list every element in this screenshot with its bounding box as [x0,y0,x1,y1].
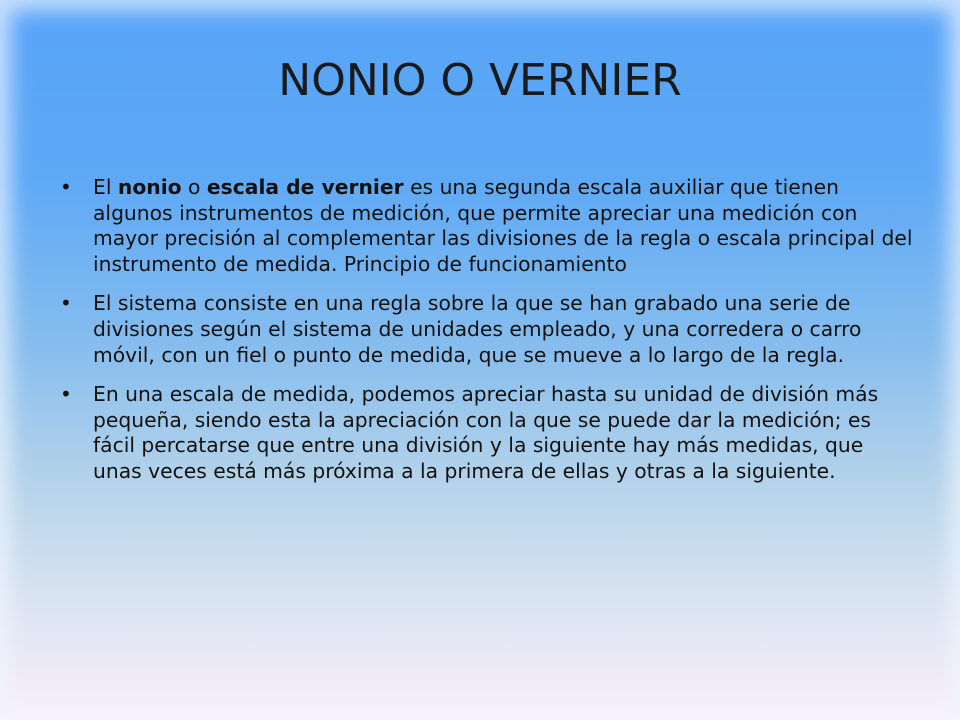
bullet-item-system [60,291,915,368]
bullet-text-segment: o [181,175,207,199]
bullet-text-segment: El [93,175,118,199]
bullet-text-segment: En una escala de medida, podemos apreciar hasta su unidad de división más pequeña, siendo esta la apreciación con la que se puede dar la medición; es fácil percatarse que entre una división y la siguiente hay más medidas, que unas veces está más próxima a la primera de ellas y otras a la siguiente. [93,382,879,483]
bullet-text-segment: es una segunda escala auxiliar que tienen algunos instrumentos de medición, que permite apreciar una medición con mayor precisión al complementar las divisiones de la regla o escala principal del instrumento de medida. Principio de funcionamiento [93,175,913,276]
bullet-icon: • [60,291,72,316]
bullet-text-term-escala-de-vernier: escala de vernier [206,175,404,199]
bullet-text [93,175,912,276]
bullet-item-definition [60,175,915,277]
bullet-text [93,291,861,366]
bullet-text-segment: El sistema consiste en una regla sobre la que se han grabado una serie de divisiones según el sistema de unidades empleado, y una corredera o carro móvil, con un fiel o punto de medida, que se mueve a lo largo de la regla. [93,291,862,367]
bullet-text [93,382,878,483]
bullet-list [60,175,915,499]
bullet-icon: • [60,175,72,199]
bullet-icon: • [60,382,72,407]
bullet-text-term-nonio: nonio [117,175,182,199]
slide-title: NONIO O VERNIER [278,55,682,106]
bullet-item-scale [60,382,915,484]
